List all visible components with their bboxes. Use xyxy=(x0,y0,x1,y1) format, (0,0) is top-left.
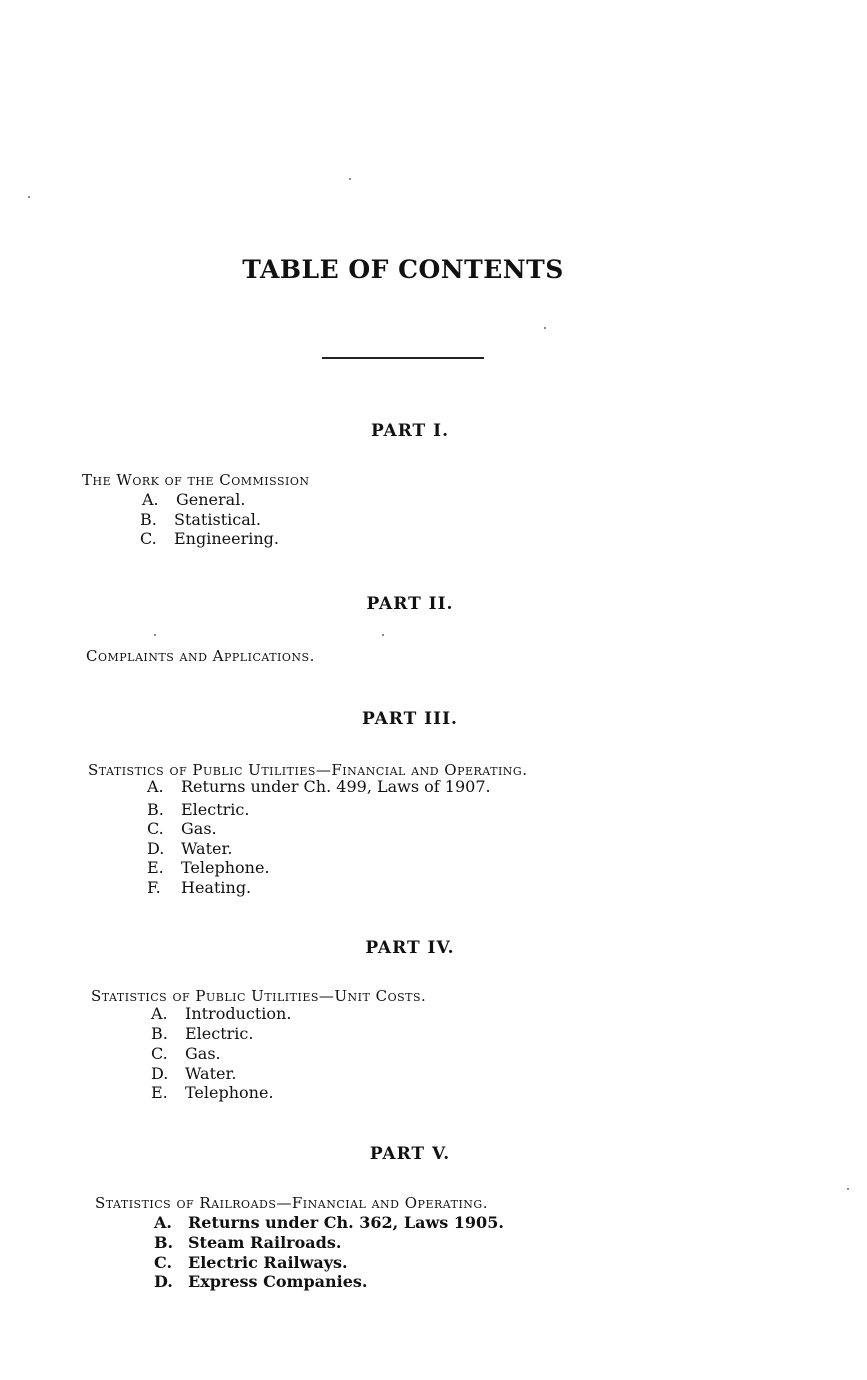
entry-text: Gas. xyxy=(185,1044,221,1063)
part-4-entry-d xyxy=(151,1064,236,1084)
part-1-entry-b xyxy=(140,510,261,530)
entry-text: Returns under Ch. 362, Laws 1905. xyxy=(188,1213,504,1232)
part-2-section-title: Complaints and Applications. xyxy=(86,647,315,665)
entry-letter: B. xyxy=(154,1233,174,1252)
part-5-section-title: Statistics of Railroads—Financial and Operating. xyxy=(95,1194,488,1212)
part-1-section-title: The Work of the Commission xyxy=(82,471,310,489)
part-1-entry-a xyxy=(142,490,245,510)
part-4-entry-b xyxy=(151,1024,253,1044)
entry-letter: B. xyxy=(151,1024,168,1043)
entry-text: Returns under Ch. 499, Laws of 1907. xyxy=(181,777,491,796)
part-5-heading: PART V. xyxy=(369,1144,451,1164)
page-title: TABLE OF CONTENTS xyxy=(242,255,564,284)
entry-letter: C. xyxy=(154,1253,173,1272)
entry-text: Statistical. xyxy=(174,510,261,529)
scan-speck xyxy=(847,1188,849,1190)
entry-letter: A. xyxy=(151,1004,168,1023)
entry-letter: E. xyxy=(147,858,164,877)
part-5-entry-c xyxy=(154,1253,348,1273)
entry-text: Heating. xyxy=(181,878,252,897)
scan-speck xyxy=(544,327,546,329)
part-3-entry-c xyxy=(147,819,217,839)
entry-letter: B. xyxy=(147,800,164,819)
entry-letter: A. xyxy=(142,490,159,509)
entry-letter: D. xyxy=(151,1064,169,1083)
entry-text: Water. xyxy=(181,839,233,858)
part-5-entry-d xyxy=(154,1272,367,1292)
title-divider xyxy=(322,357,484,359)
entry-text: Steam Railroads. xyxy=(188,1233,342,1252)
entry-text: Electric Railways. xyxy=(188,1253,348,1272)
part-4-entry-e xyxy=(151,1083,274,1103)
entry-text: Express Companies. xyxy=(188,1272,368,1291)
entry-text: Electric. xyxy=(185,1024,254,1043)
part-4-section-title: Statistics of Public Utilities—Unit Costs. xyxy=(91,987,427,1005)
part-3-entry-d xyxy=(147,839,232,859)
entry-letter: C. xyxy=(151,1044,168,1063)
entry-letter: F. xyxy=(147,878,161,897)
part-4-entry-a xyxy=(151,1004,291,1024)
entry-letter: E. xyxy=(151,1083,168,1102)
part-5-entry-b xyxy=(154,1233,341,1253)
scan-speck xyxy=(382,634,384,636)
entry-letter: D. xyxy=(154,1272,173,1291)
entry-text: Electric. xyxy=(181,800,250,819)
part-2-heading: PART II. xyxy=(366,594,454,614)
entry-text: Introduction. xyxy=(185,1004,292,1023)
part-3-entry-e xyxy=(147,858,270,878)
part-4-entry-c xyxy=(151,1044,221,1064)
part-3-heading: PART III. xyxy=(362,709,458,729)
entry-letter: C. xyxy=(147,819,164,838)
part-3-entry-b xyxy=(147,800,249,820)
entry-text: General. xyxy=(176,490,246,509)
part-3-entry-f xyxy=(147,878,251,898)
entry-letter: A. xyxy=(154,1213,172,1232)
part-1-heading: PART I. xyxy=(370,421,449,441)
scan-speck xyxy=(154,634,156,636)
entry-letter: B. xyxy=(140,510,157,529)
entry-letter: C. xyxy=(140,529,157,548)
entry-text: Telephone. xyxy=(181,858,270,877)
entry-text: Telephone. xyxy=(185,1083,274,1102)
part-1-entry-c xyxy=(140,529,279,549)
scan-speck xyxy=(349,178,351,180)
part-4-heading: PART IV. xyxy=(365,938,455,958)
part-3-section-title: Statistics of Public Utilities—Financial and Operating. xyxy=(88,761,528,779)
entry-text: Gas. xyxy=(181,819,217,838)
scan-speck xyxy=(28,196,30,198)
part-3-entry-a xyxy=(147,777,491,797)
entry-text: Water. xyxy=(185,1064,237,1083)
part-5-entry-a xyxy=(154,1213,504,1233)
entry-letter: D. xyxy=(147,839,165,858)
entry-text: Engineering. xyxy=(174,529,279,548)
entry-letter: A. xyxy=(147,777,164,796)
